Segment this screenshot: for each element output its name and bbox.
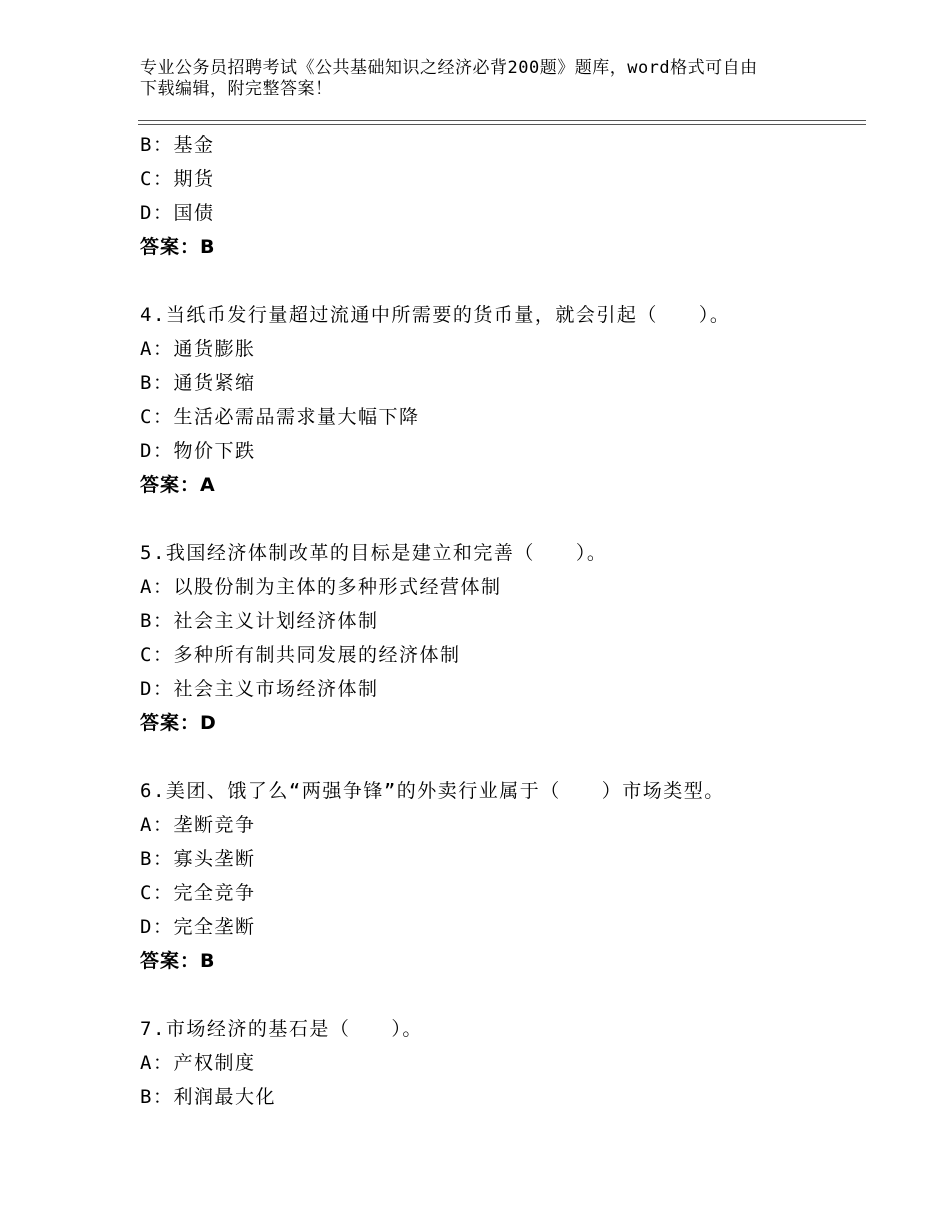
header-line-1: 专业公务员招聘考试《公共基础知识之经济必背200题》题库，word格式可自由 <box>140 58 758 78</box>
header-divider-top <box>138 120 866 121</box>
option-b: B：利润最大化 <box>140 1086 276 1108</box>
option-c: C：期货 <box>140 168 215 190</box>
option-d: D：物价下跌 <box>140 440 256 462</box>
answer-label: 答案：B <box>140 236 216 258</box>
question-text: 7.市场经济的基石是（ ）。 <box>140 1018 423 1040</box>
option-a: A：通货膨胀 <box>140 338 256 360</box>
option-a: A：产权制度 <box>140 1052 256 1074</box>
question-7 <box>140 1012 860 1114</box>
option-b: B：寡头垄断 <box>140 848 256 870</box>
option-d: D：完全垄断 <box>140 916 256 938</box>
option-d: D：社会主义市场经济体制 <box>140 678 379 700</box>
question-text: 6.美团、饿了么“两强争锋”的外卖行业属于（ ）市场类型。 <box>140 780 725 802</box>
question-list <box>140 128 860 1114</box>
question-4 <box>140 298 860 502</box>
option-b: B：基金 <box>140 134 215 156</box>
option-d: D：国债 <box>140 202 215 224</box>
option-c: C：完全竞争 <box>140 882 256 904</box>
option-a: A：以股份制为主体的多种形式经营体制 <box>140 576 502 598</box>
option-c: C：生活必需品需求量大幅下降 <box>140 406 420 428</box>
question-text: 4.当纸币发行量超过流通中所需要的货币量，就会引起（ ）。 <box>140 304 731 326</box>
question-text: 5.我国经济体制改革的目标是建立和完善（ ）。 <box>140 542 608 564</box>
answer-label: 答案：D <box>140 712 217 734</box>
option-b: B：社会主义计划经济体制 <box>140 610 379 632</box>
answer-label: 答案：B <box>140 950 216 972</box>
answer-label: 答案：A <box>140 474 216 496</box>
header-divider-bottom <box>138 124 866 125</box>
question-6 <box>140 774 860 978</box>
option-c: C：多种所有制共同发展的经济体制 <box>140 644 461 666</box>
header-line-2: 下载编辑，附完整答案！ <box>140 79 333 99</box>
question-3 <box>140 128 860 264</box>
option-b: B：通货紧缩 <box>140 372 256 394</box>
question-5 <box>140 536 860 740</box>
option-a: A：垄断竞争 <box>140 814 256 836</box>
page-header <box>140 58 820 100</box>
